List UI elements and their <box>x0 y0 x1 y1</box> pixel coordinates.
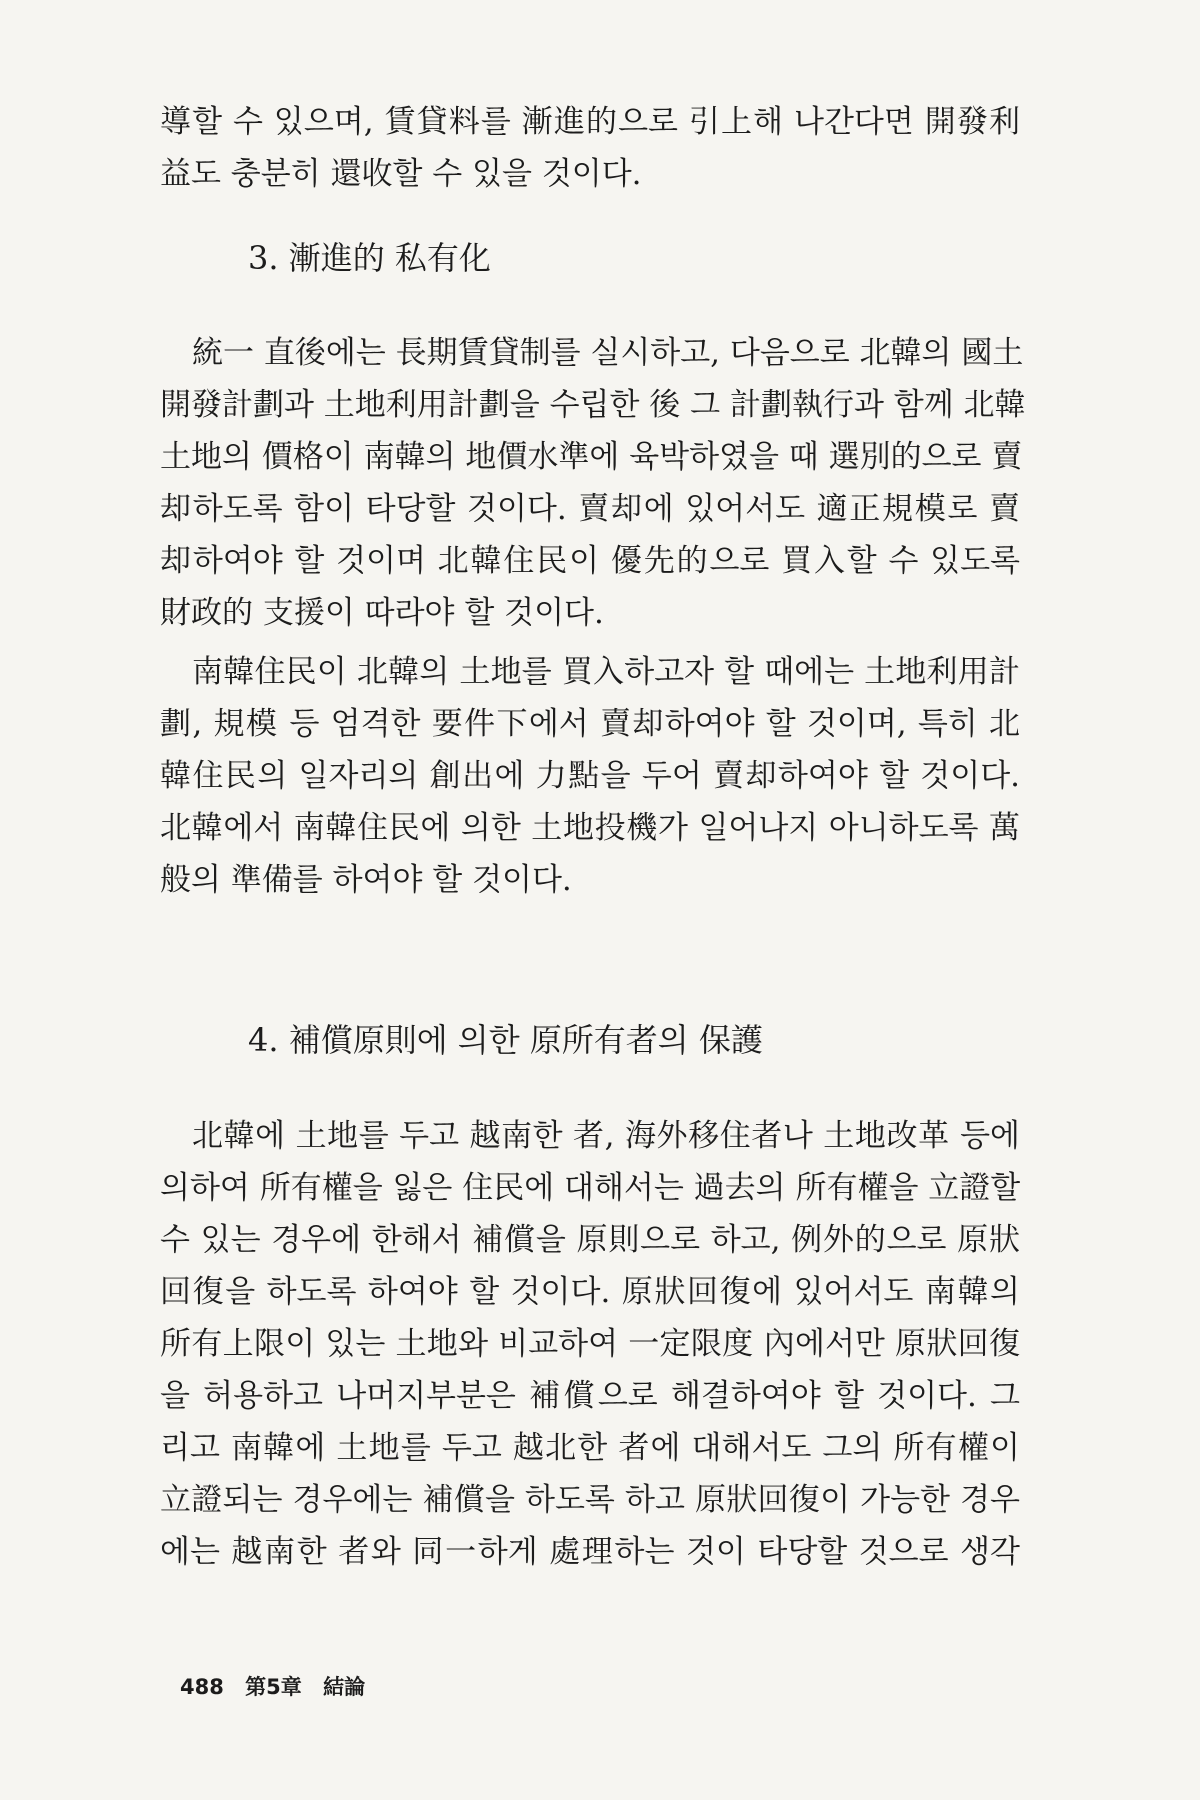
text-line: 劃, 規模 등 엄격한 要件下에서 賣却하여야 할 것이며, 특히 北 <box>160 706 1020 742</box>
text-line: 般의 準備를 하여야 할 것이다. <box>160 862 572 898</box>
text-line: 을 허용하고 나머지부분은 補償으로 해결하여야 할 것이다. 그 <box>160 1378 1020 1414</box>
text-line: 수 있는 경우에 한해서 補償을 原則으로 하고, 例外的으로 原狀 <box>160 1222 1020 1258</box>
text-line: 導할 수 있으며, 賃貸料를 漸進的으로 引上해 나간다면 開發利 <box>160 104 1020 140</box>
text-line: 北韓에서 南韓住民에 의한 土地投機가 일어나지 아니하도록 萬 <box>160 810 1020 846</box>
section-heading-4: 4. 補償原則에 의한 原所有者의 保護 <box>248 1021 763 1059</box>
text-line: 益도 충분히 還收할 수 있을 것이다. <box>160 156 642 192</box>
chapter-title: 結論 <box>323 1675 366 1699</box>
text-line: 開發計劃과 土地利用計劃을 수립한 後 그 計劃執行과 함께 北韓 <box>160 387 1026 423</box>
paragraph-3 <box>160 1110 1020 1578</box>
paragraph-continuation <box>160 96 1020 200</box>
text-line: 의하여 所有權을 잃은 住民에 대해서는 過去의 所有權을 立證할 <box>160 1170 1021 1206</box>
page-number: 488 <box>180 1675 224 1699</box>
text-line: 韓住民의 일자리의 創出에 力點을 두어 賣却하여야 할 것이다. <box>160 758 1020 794</box>
text-line: 財政的 支援이 따라야 할 것이다. <box>160 595 604 631</box>
text-line: 却하여야 할 것이며 北韓住民이 優先的으로 買入할 수 있도록 <box>160 543 1020 579</box>
text-line: 北韓에 土地를 두고 越南한 者, 海外移住者나 土地改革 등에 <box>192 1118 1020 1154</box>
text-line: 立證되는 경우에는 補償을 하도록 하고 原狀回復이 가능한 경우 <box>160 1482 1020 1518</box>
text-line: 南韓住民이 北韓의 土地를 買入하고자 할 때에는 土地利用計 <box>192 654 1020 690</box>
paragraph-1 <box>160 327 1026 639</box>
text-line: 土地의 價格이 南韓의 地價水準에 육박하였을 때 選別的으로 賣 <box>160 439 1023 475</box>
text-line: 回復을 하도록 하여야 할 것이다. 原狀回復에 있어서도 南韓의 <box>160 1274 1020 1310</box>
chapter-label: 第5章 <box>245 1675 302 1699</box>
text-line: 리고 南韓에 土地를 두고 越北한 者에 대해서도 그의 所有權이 <box>160 1430 1020 1466</box>
section-heading-3: 3. 漸進的 私有化 <box>248 239 491 277</box>
text-line: 所有上限이 있는 土地와 비교하여 一定限度 內에서만 原狀回復 <box>160 1326 1020 1362</box>
paragraph-2 <box>160 646 1020 906</box>
text-line: 統一 直後에는 長期賃貸制를 실시하고, 다음으로 北韓의 國土 <box>192 335 1024 371</box>
text-line: 에는 越南한 者와 同一하게 處理하는 것이 타당할 것으로 생각 <box>160 1534 1020 1570</box>
page-footer <box>180 1672 379 1702</box>
text-line: 却하도록 함이 타당할 것이다. 賣却에 있어서도 適正規模로 賣 <box>160 491 1020 527</box>
